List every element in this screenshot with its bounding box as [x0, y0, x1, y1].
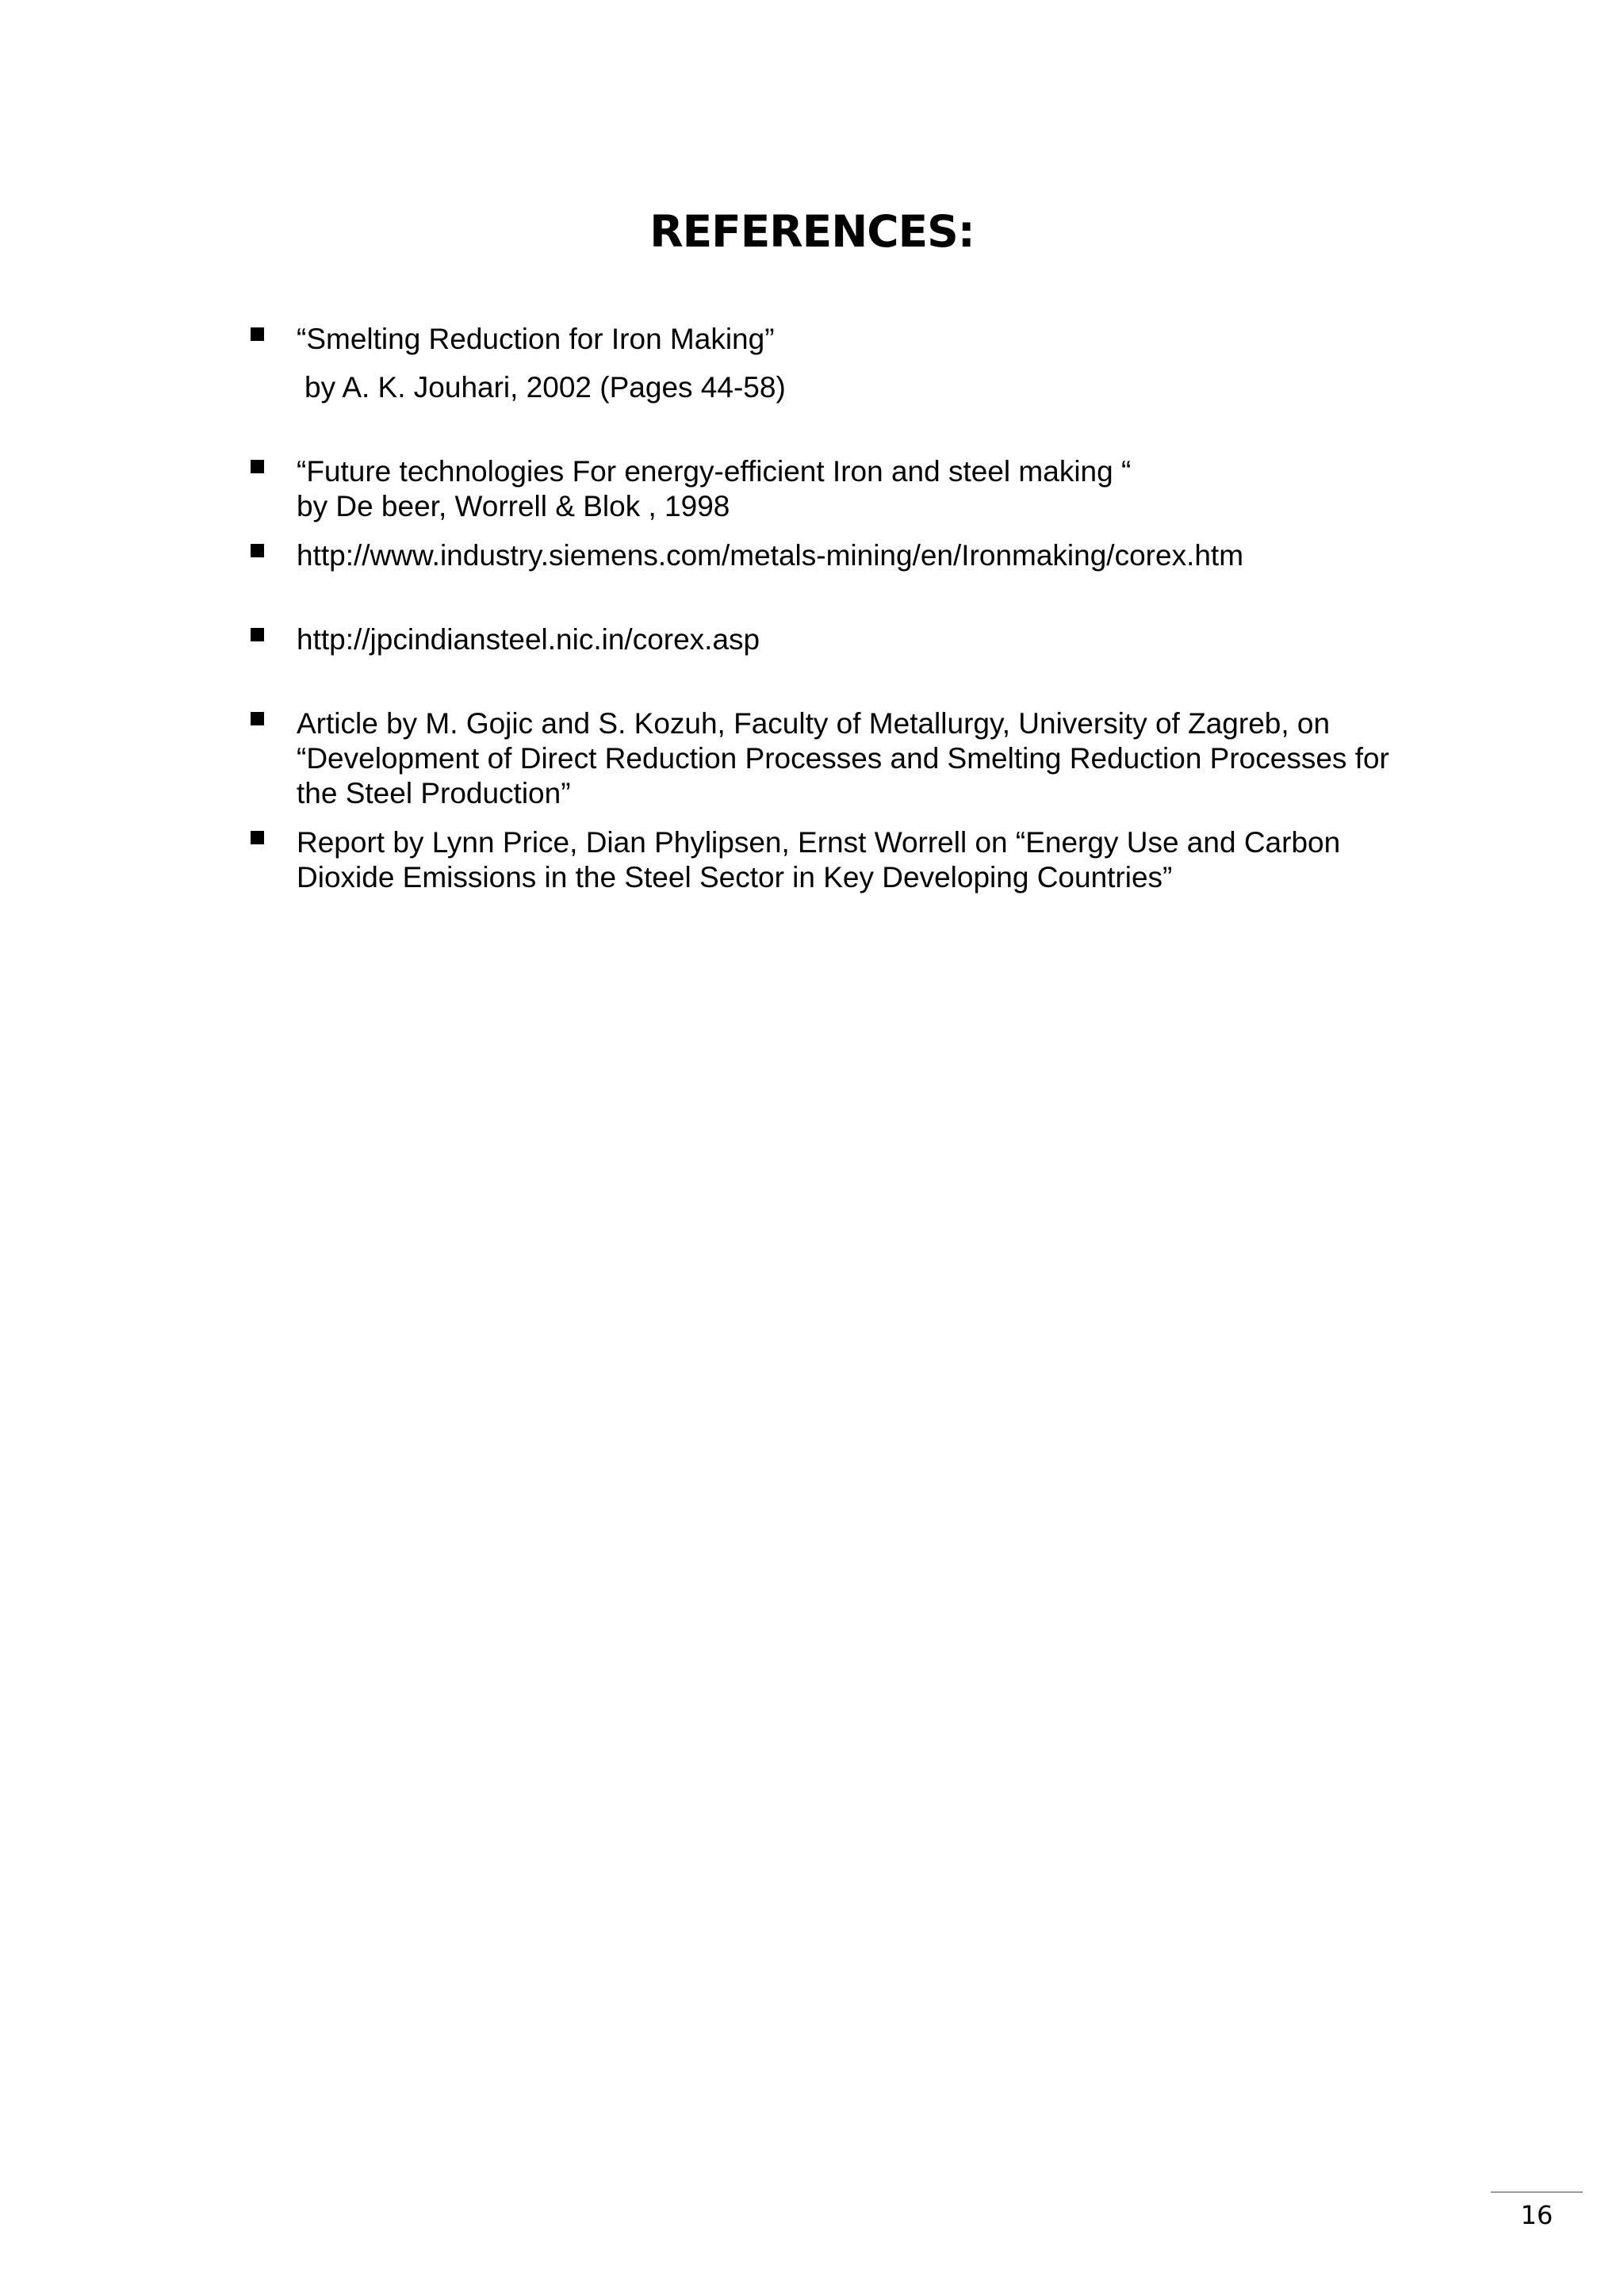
page-title: REFERENCES: [649, 206, 975, 257]
bullet-square-icon [251, 831, 264, 844]
reference-title: “Smelting Reduction for Iron Making” [297, 323, 775, 355]
page-number-rule [1491, 2191, 1583, 2193]
page-number: 16 [1520, 2200, 1553, 2230]
reference-item [297, 825, 1454, 895]
reference-text-line: Report by Lynn Price, Dian Phylipsen, Ernst Worrell on “Energy Use and Carbon [297, 826, 1341, 859]
reference-url[interactable]: http://jpcindiansteel.nic.in/corex.asp [297, 623, 760, 656]
bullet-square-icon [251, 544, 264, 557]
bullet-square-icon [251, 460, 264, 473]
reference-item [297, 622, 1454, 657]
bullet-square-icon [251, 628, 264, 641]
reference-item [297, 454, 1454, 524]
reference-item [297, 706, 1454, 811]
reference-author: by A. K. Jouhari, 2002 (Pages 44-58) [304, 371, 786, 404]
reference-title: “Future technologies For energy-efficient Iron and steel making “ [297, 455, 1132, 488]
reference-text-line: Dioxide Emissions in the Steel Sector in Key Developing Countries” [297, 861, 1173, 894]
reference-item [297, 322, 1454, 405]
reference-url[interactable]: http://www.industry.siemens.com/metals-mining/en/Ironmaking/corex.htm [297, 539, 1244, 572]
bullet-square-icon [251, 327, 264, 341]
reference-text-line: Article by M. Gojic and S. Kozuh, Faculty of Metallurgy, University of Zagreb, on [297, 707, 1331, 740]
reference-item [297, 538, 1454, 573]
bullet-square-icon [251, 712, 264, 725]
reference-text-line: “Development of Direct Reduction Processes and Smelting Reduction Processes for [297, 742, 1389, 775]
reference-author: by De beer, Worrell & Blok , 1998 [297, 490, 730, 522]
reference-text-line: the Steel Production” [297, 777, 571, 809]
